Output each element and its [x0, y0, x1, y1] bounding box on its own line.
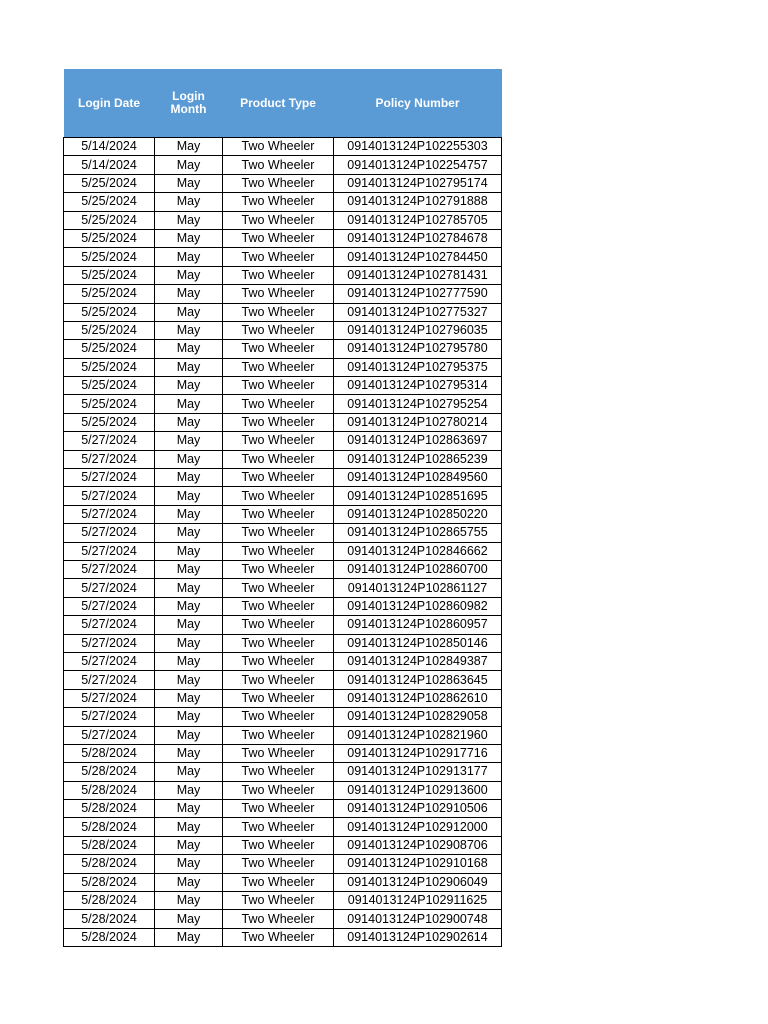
policy-number-cell: 0914013124P102795375: [334, 358, 502, 376]
policy-number-cell: 0914013124P102795174: [334, 174, 502, 192]
policy-number-cell: 0914013124P102906049: [334, 873, 502, 891]
login-date-cell: 5/27/2024: [64, 579, 155, 597]
login-date-cell: 5/28/2024: [64, 928, 155, 946]
policy-number-cell: 0914013124P102795780: [334, 340, 502, 358]
login-month-cell: May: [155, 579, 223, 597]
login-date-cell: 5/27/2024: [64, 450, 155, 468]
login-month-cell: May: [155, 542, 223, 560]
login-date-cell: 5/27/2024: [64, 616, 155, 634]
login-month-cell: May: [155, 652, 223, 670]
login-date-cell: 5/27/2024: [64, 634, 155, 652]
policy-number-cell: 0914013124P102821960: [334, 726, 502, 744]
product-type-cell: Two Wheeler: [223, 634, 334, 652]
policy-number-cell: 0914013124P102777590: [334, 285, 502, 303]
policy-number-cell: 0914013124P102846662: [334, 542, 502, 560]
product-type-cell: Two Wheeler: [223, 174, 334, 192]
login-date-cell: 5/25/2024: [64, 321, 155, 339]
login-month-cell: May: [155, 340, 223, 358]
login-date-cell: 5/27/2024: [64, 560, 155, 578]
login-month-cell: May: [155, 873, 223, 891]
product-type-cell: Two Wheeler: [223, 873, 334, 891]
login-date-cell: 5/27/2024: [64, 542, 155, 560]
table-row: [64, 138, 502, 156]
product-type-cell: Two Wheeler: [223, 818, 334, 836]
login-date-cell: 5/25/2024: [64, 303, 155, 321]
table-row: [64, 229, 502, 247]
product-type-cell: Two Wheeler: [223, 450, 334, 468]
login-month-cell: May: [155, 818, 223, 836]
table-row: [64, 395, 502, 413]
login-date-cell: 5/25/2024: [64, 358, 155, 376]
login-month-cell: May: [155, 321, 223, 339]
login-month-cell: May: [155, 413, 223, 431]
policy-number-cell: 0914013124P102860957: [334, 616, 502, 634]
policy-number-cell: 0914013124P102784450: [334, 248, 502, 266]
product-type-cell: Two Wheeler: [223, 505, 334, 523]
login-month-cell: May: [155, 505, 223, 523]
login-month-cell: May: [155, 855, 223, 873]
table-row: [64, 855, 502, 873]
table-row: [64, 873, 502, 891]
login-date-cell: 5/25/2024: [64, 413, 155, 431]
login-date-cell: 5/28/2024: [64, 873, 155, 891]
login-month-cell: May: [155, 266, 223, 284]
product-type-cell: Two Wheeler: [223, 303, 334, 321]
product-type-cell: Two Wheeler: [223, 156, 334, 174]
policy-number-cell: 0914013124P102791888: [334, 193, 502, 211]
table-row: [64, 597, 502, 615]
login-date-cell: 5/28/2024: [64, 910, 155, 928]
header-policy-number: Policy Number: [334, 69, 502, 138]
table-row: [64, 892, 502, 910]
login-month-cell: May: [155, 469, 223, 487]
login-month-cell: May: [155, 358, 223, 376]
login-month-cell: May: [155, 763, 223, 781]
login-month-cell: May: [155, 248, 223, 266]
product-type-cell: Two Wheeler: [223, 487, 334, 505]
product-type-cell: Two Wheeler: [223, 579, 334, 597]
login-date-cell: 5/25/2024: [64, 266, 155, 284]
policy-number-cell: 0914013124P102781431: [334, 266, 502, 284]
login-date-cell: 5/27/2024: [64, 671, 155, 689]
product-type-cell: Two Wheeler: [223, 855, 334, 873]
table-row: [64, 726, 502, 744]
policy-number-cell: 0914013124P102784678: [334, 229, 502, 247]
login-month-cell: May: [155, 708, 223, 726]
login-month-cell: May: [155, 892, 223, 910]
policy-number-cell: 0914013124P102910506: [334, 800, 502, 818]
table-row: [64, 377, 502, 395]
header-login-month: Login Month: [155, 69, 223, 138]
login-date-cell: 5/27/2024: [64, 708, 155, 726]
table-row: [64, 652, 502, 670]
table-row: [64, 763, 502, 781]
table-row: [64, 634, 502, 652]
policy-number-cell: 0914013124P102861127: [334, 579, 502, 597]
login-date-cell: 5/27/2024: [64, 524, 155, 542]
login-date-cell: 5/25/2024: [64, 229, 155, 247]
policy-number-cell: 0914013124P102785705: [334, 211, 502, 229]
policy-number-cell: 0914013124P102255303: [334, 138, 502, 156]
policy-number-cell: 0914013124P102910168: [334, 855, 502, 873]
login-date-cell: 5/14/2024: [64, 156, 155, 174]
table-row: [64, 156, 502, 174]
product-type-cell: Two Wheeler: [223, 285, 334, 303]
table-row: [64, 524, 502, 542]
login-date-cell: 5/25/2024: [64, 174, 155, 192]
policy-number-cell: 0914013124P102851695: [334, 487, 502, 505]
policy-number-cell: 0914013124P102865755: [334, 524, 502, 542]
table-row: [64, 505, 502, 523]
login-month-cell: May: [155, 781, 223, 799]
login-month-cell: May: [155, 174, 223, 192]
product-type-cell: Two Wheeler: [223, 671, 334, 689]
policy-number-cell: 0914013124P102917716: [334, 744, 502, 762]
login-month-cell: May: [155, 744, 223, 762]
policy-number-cell: 0914013124P102911625: [334, 892, 502, 910]
table-row: [64, 469, 502, 487]
table-row: [64, 211, 502, 229]
login-date-cell: 5/25/2024: [64, 377, 155, 395]
product-type-cell: Two Wheeler: [223, 193, 334, 211]
login-month-cell: May: [155, 910, 223, 928]
login-month-cell: May: [155, 303, 223, 321]
policy-number-cell: 0914013124P102912000: [334, 818, 502, 836]
policy-number-cell: 0914013124P102795254: [334, 395, 502, 413]
policy-number-cell: 0914013124P102775327: [334, 303, 502, 321]
table-row: [64, 560, 502, 578]
policy-number-cell: 0914013124P102829058: [334, 708, 502, 726]
product-type-cell: Two Wheeler: [223, 689, 334, 707]
table-row: [64, 836, 502, 854]
policy-number-cell: 0914013124P102796035: [334, 321, 502, 339]
login-date-cell: 5/28/2024: [64, 800, 155, 818]
policy-number-cell: 0914013124P102860700: [334, 560, 502, 578]
policy-number-cell: 0914013124P102795314: [334, 377, 502, 395]
login-month-cell: May: [155, 487, 223, 505]
login-month-cell: May: [155, 285, 223, 303]
product-type-cell: Two Wheeler: [223, 524, 334, 542]
policy-number-cell: 0914013124P102780214: [334, 413, 502, 431]
table-row: [64, 818, 502, 836]
table-header: [64, 69, 502, 138]
policy-number-cell: 0914013124P102254757: [334, 156, 502, 174]
product-type-cell: Two Wheeler: [223, 413, 334, 431]
policy-number-cell: 0914013124P102865239: [334, 450, 502, 468]
login-date-cell: 5/28/2024: [64, 892, 155, 910]
product-type-cell: Two Wheeler: [223, 744, 334, 762]
product-type-cell: Two Wheeler: [223, 763, 334, 781]
table-row: [64, 928, 502, 946]
product-type-cell: Two Wheeler: [223, 892, 334, 910]
product-type-cell: Two Wheeler: [223, 597, 334, 615]
login-date-cell: 5/25/2024: [64, 211, 155, 229]
policy-number-cell: 0914013124P102850146: [334, 634, 502, 652]
table-row: [64, 321, 502, 339]
table-row: [64, 910, 502, 928]
login-date-cell: 5/27/2024: [64, 487, 155, 505]
table-row: [64, 744, 502, 762]
login-date-cell: 5/25/2024: [64, 248, 155, 266]
policy-number-cell: 0914013124P102902614: [334, 928, 502, 946]
header-login-date: Login Date: [64, 69, 155, 138]
table-row: [64, 781, 502, 799]
product-type-cell: Two Wheeler: [223, 542, 334, 560]
policy-number-cell: 0914013124P102900748: [334, 910, 502, 928]
table-row: [64, 193, 502, 211]
product-type-cell: Two Wheeler: [223, 321, 334, 339]
login-month-cell: May: [155, 211, 223, 229]
product-type-cell: Two Wheeler: [223, 928, 334, 946]
login-date-cell: 5/25/2024: [64, 193, 155, 211]
login-month-cell: May: [155, 800, 223, 818]
login-date-cell: 5/14/2024: [64, 138, 155, 156]
login-month-cell: May: [155, 836, 223, 854]
login-month-cell: May: [155, 395, 223, 413]
product-type-cell: Two Wheeler: [223, 248, 334, 266]
login-date-cell: 5/25/2024: [64, 340, 155, 358]
table-row: [64, 174, 502, 192]
login-date-cell: 5/27/2024: [64, 689, 155, 707]
policy-number-cell: 0914013124P102863645: [334, 671, 502, 689]
policy-number-cell: 0914013124P102913600: [334, 781, 502, 799]
product-type-cell: Two Wheeler: [223, 469, 334, 487]
table-row: [64, 689, 502, 707]
policy-number-cell: 0914013124P102913177: [334, 763, 502, 781]
table-row: [64, 340, 502, 358]
login-date-cell: 5/28/2024: [64, 744, 155, 762]
table-row: [64, 450, 502, 468]
table-row: [64, 616, 502, 634]
table-row: [64, 413, 502, 431]
login-month-cell: May: [155, 616, 223, 634]
product-type-cell: Two Wheeler: [223, 560, 334, 578]
policy-sheet: [63, 69, 502, 947]
policy-number-cell: 0914013124P102863697: [334, 432, 502, 450]
table-row: [64, 266, 502, 284]
login-month-cell: May: [155, 377, 223, 395]
login-date-cell: 5/27/2024: [64, 469, 155, 487]
table-row: [64, 708, 502, 726]
policy-number-cell: 0914013124P102908706: [334, 836, 502, 854]
login-month-cell: May: [155, 634, 223, 652]
product-type-cell: Two Wheeler: [223, 800, 334, 818]
header-row: [64, 69, 502, 138]
login-date-cell: 5/28/2024: [64, 836, 155, 854]
policy-number-cell: 0914013124P102849560: [334, 469, 502, 487]
policy-table: [63, 69, 502, 947]
policy-number-cell: 0914013124P102850220: [334, 505, 502, 523]
product-type-cell: Two Wheeler: [223, 211, 334, 229]
login-month-cell: May: [155, 229, 223, 247]
product-type-cell: Two Wheeler: [223, 266, 334, 284]
login-month-cell: May: [155, 689, 223, 707]
login-month-cell: May: [155, 193, 223, 211]
table-row: [64, 285, 502, 303]
product-type-cell: Two Wheeler: [223, 395, 334, 413]
policy-number-cell: 0914013124P102849387: [334, 652, 502, 670]
table-row: [64, 487, 502, 505]
product-type-cell: Two Wheeler: [223, 616, 334, 634]
policy-number-cell: 0914013124P102860982: [334, 597, 502, 615]
product-type-cell: Two Wheeler: [223, 708, 334, 726]
login-month-cell: May: [155, 450, 223, 468]
login-date-cell: 5/27/2024: [64, 597, 155, 615]
login-month-cell: May: [155, 138, 223, 156]
header-product-type: Product Type: [223, 69, 334, 138]
login-date-cell: 5/27/2024: [64, 432, 155, 450]
product-type-cell: Two Wheeler: [223, 652, 334, 670]
login-date-cell: 5/27/2024: [64, 505, 155, 523]
login-month-cell: May: [155, 524, 223, 542]
login-month-cell: May: [155, 432, 223, 450]
table-row: [64, 248, 502, 266]
table-row: [64, 800, 502, 818]
login-date-cell: 5/27/2024: [64, 652, 155, 670]
table-row: [64, 358, 502, 376]
table-row: [64, 303, 502, 321]
product-type-cell: Two Wheeler: [223, 836, 334, 854]
login-month-cell: May: [155, 560, 223, 578]
table-row: [64, 432, 502, 450]
table-row: [64, 579, 502, 597]
product-type-cell: Two Wheeler: [223, 358, 334, 376]
product-type-cell: Two Wheeler: [223, 340, 334, 358]
product-type-cell: Two Wheeler: [223, 229, 334, 247]
table-body: [64, 138, 502, 947]
login-month-cell: May: [155, 726, 223, 744]
product-type-cell: Two Wheeler: [223, 910, 334, 928]
login-month-cell: May: [155, 671, 223, 689]
login-date-cell: 5/28/2024: [64, 763, 155, 781]
login-month-cell: May: [155, 156, 223, 174]
table-row: [64, 542, 502, 560]
login-date-cell: 5/28/2024: [64, 818, 155, 836]
product-type-cell: Two Wheeler: [223, 432, 334, 450]
table-row: [64, 671, 502, 689]
product-type-cell: Two Wheeler: [223, 781, 334, 799]
login-date-cell: 5/28/2024: [64, 855, 155, 873]
login-date-cell: 5/27/2024: [64, 726, 155, 744]
login-month-cell: May: [155, 928, 223, 946]
login-date-cell: 5/25/2024: [64, 285, 155, 303]
product-type-cell: Two Wheeler: [223, 377, 334, 395]
login-date-cell: 5/28/2024: [64, 781, 155, 799]
product-type-cell: Two Wheeler: [223, 726, 334, 744]
login-date-cell: 5/25/2024: [64, 395, 155, 413]
login-month-cell: May: [155, 597, 223, 615]
product-type-cell: Two Wheeler: [223, 138, 334, 156]
policy-number-cell: 0914013124P102862610: [334, 689, 502, 707]
